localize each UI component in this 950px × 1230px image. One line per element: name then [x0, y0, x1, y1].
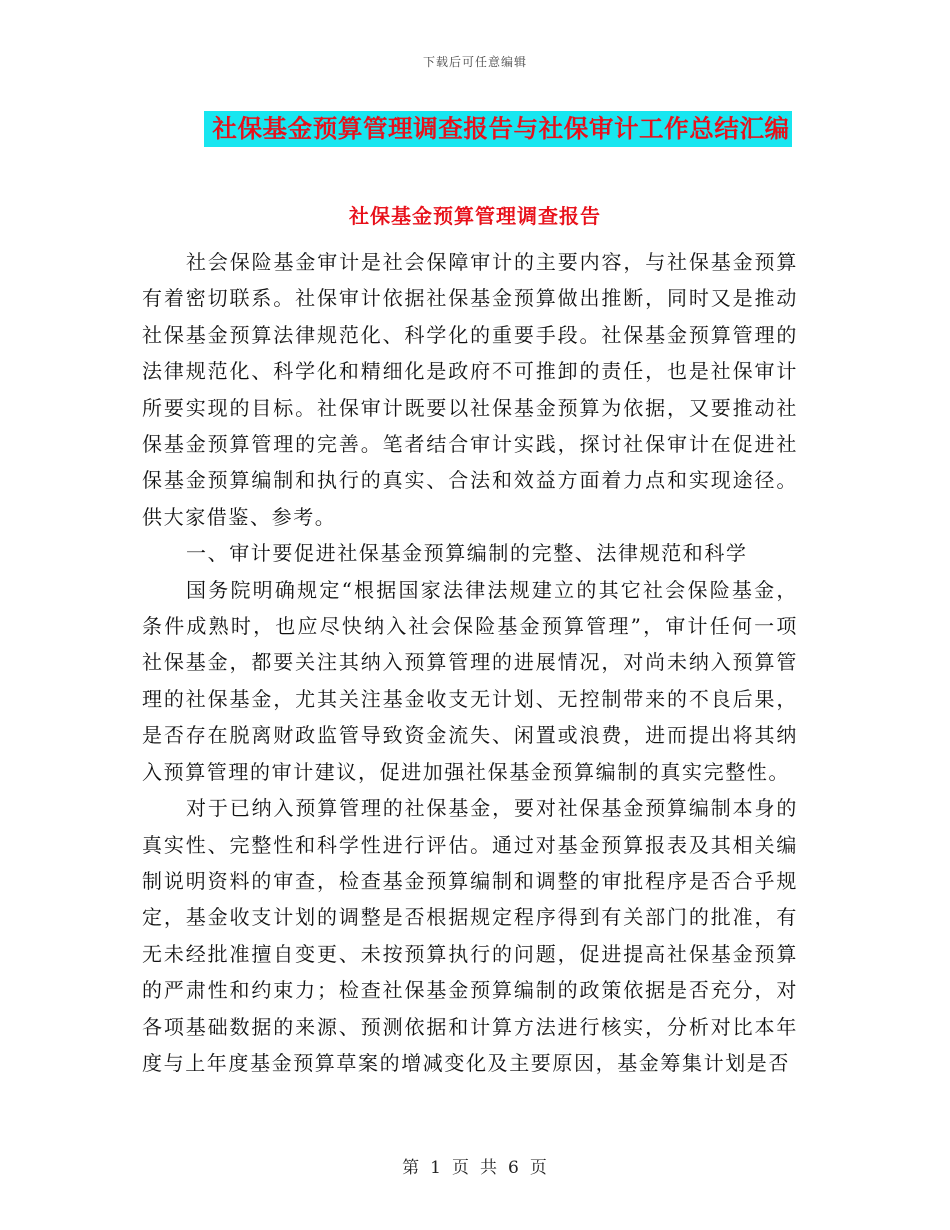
- page-footer: [0, 1153, 950, 1178]
- footer-page-unit: 页: [452, 1158, 470, 1178]
- header-note: 下载后可任意编辑: [422, 55, 527, 69]
- footer-page-label: 第: [402, 1158, 421, 1178]
- paragraph-intro: 社会保险基金审计是社会保障审计的主要内容，与社保基金预算有着密切联系。社保审计依据社保基金预算做出推断，同时又是推动社保基金预算法律规范化、科学化的重要手段。社保基金预算管理的法律规范化、科学化和精细化是政府不可推卸的责任，也是社保审计所要实现的目标。社保审计既要以社保基金预算为依据，又要推动社保基金预算管理的完善。笔者结合审计实践，探讨社保审计在促进社保基金预算编制和执行的真实、合法和效益方面着力点和实现途径。供大家借鉴、参考。: [142, 250, 798, 529]
- section-heading-1: 一、审计要促进社保基金预算编制的完整、法律规范和科学: [186, 541, 748, 566]
- main-title: 社保基金预算管理调查报告与社保审计工作总结汇编: [204, 111, 791, 147]
- footer-total-label: 共: [480, 1158, 498, 1178]
- footer-total-pages: 6: [508, 1158, 520, 1178]
- footer-total-unit: 页: [529, 1158, 548, 1178]
- sub-title: 社保基金预算管理调查报告: [349, 204, 601, 228]
- body-text: [142, 244, 798, 1081]
- main-title-wrap: [0, 111, 950, 147]
- paragraph-budget-evaluation: 对于已纳入预算管理的社保基金，要对社保基金预算编制本身的真实性、完整性和科学性进行评估。通过对基金预算报表及其相关编制说明资料的审查，检查基金预算编制和调整的审批程序是否合乎规定，基金收支计划的调整是否根据规定程序得到有关部门的批准，有无未经批准擅自变更、未按预算执行的问题，促进提高社保基金预算的严肃性和约束力；检查社保基金预算编制的政策依据是否充分，对各项基础数据的来源、预测依据和计算方法进行核实，分析对比本年度与上年度基金预算草案的增减变化及主要原因，基金筹集计划是否: [142, 796, 798, 1075]
- footer-page-number: 1: [430, 1158, 442, 1178]
- paragraph-state-council: 国务院明确规定“根据国家法律法规建立的其它社会保险基金，条件成熟时，也应尽快纳入社会保险基金预算管理”，审计任何一项社保基金，都要关注其纳入预算管理的进展情况，对尚未纳入预算管理的社保基金，尤其关注基金收支无计划、无控制带来的不良后果，是否存在脱离财政监管导致资金流失、闲置或浪费，进而提出将其纳入预算管理的审计建议，促进加强社保基金预算编制的真实完整性。: [142, 577, 798, 784]
